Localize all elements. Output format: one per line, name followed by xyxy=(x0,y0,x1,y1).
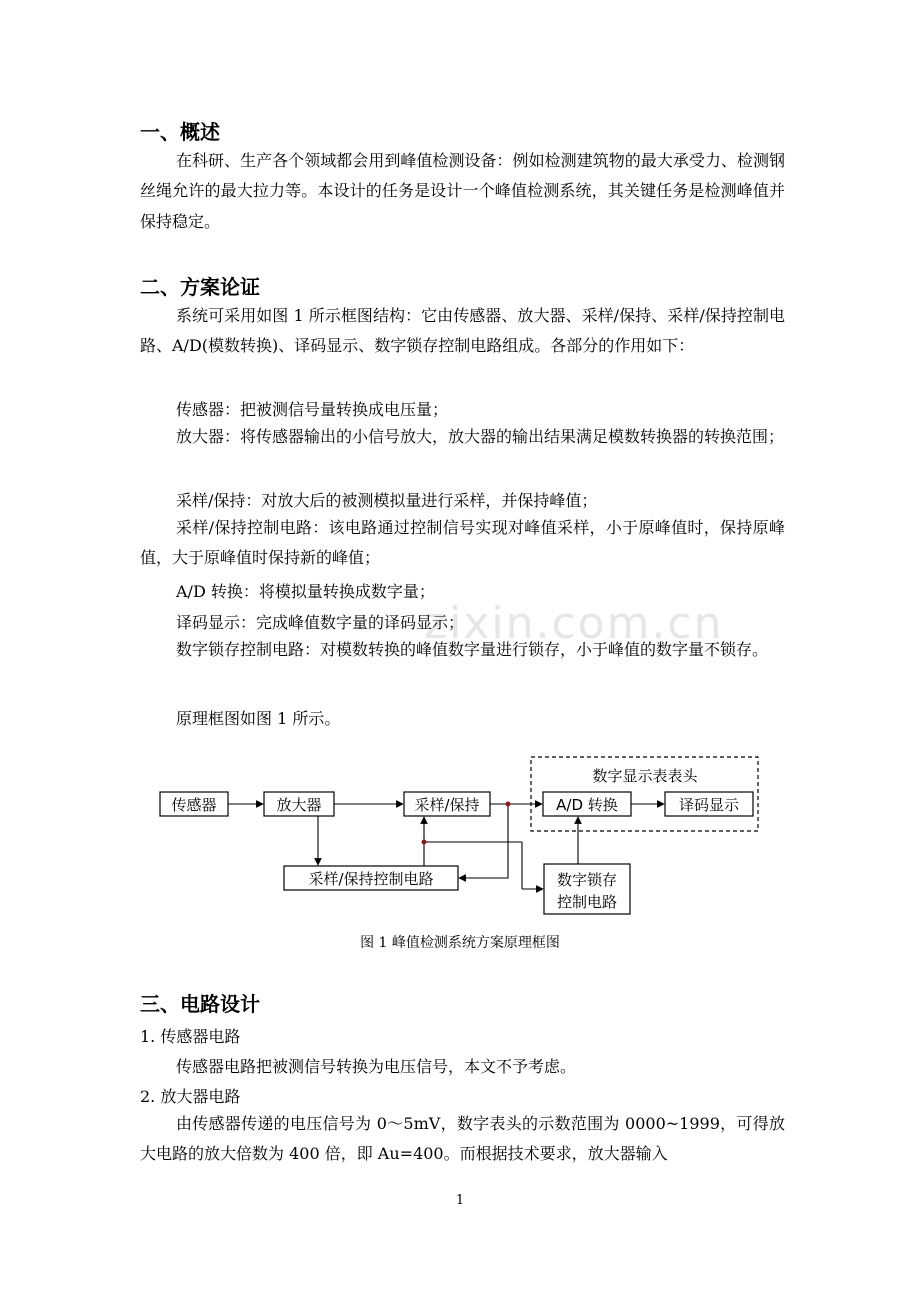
diagram-reference: 原理框图如图 1 所示。 xyxy=(176,709,341,728)
subsection-sensor-circuit: 1. 传感器电路 xyxy=(140,1027,241,1046)
block-decode-display-label: 译码显示 xyxy=(678,796,740,814)
block-digital-latch-label-1: 数字锁存 xyxy=(556,871,618,889)
item-sample-hold: 采样/保持：对放大后的被测模拟量进行采样，并保持峰值； xyxy=(176,491,598,510)
section-heading-scheme: 二、方案论证 xyxy=(140,275,260,299)
block-ad-label: A/D 转换 xyxy=(556,796,618,814)
subsection-amplifier-circuit: 2. 放大器电路 xyxy=(140,1087,241,1106)
watermark: zixin.com.cn xyxy=(424,598,724,649)
block-sensor-label: 传感器 xyxy=(171,796,217,814)
item-decode-display: 译码显示：完成峰值数字量的译码显示； xyxy=(176,613,465,632)
scheme-intro-paragraph: 系统可采用如图 1 所示框图结构：它由传感器、放大器、采样/保持、采样/保持控制电路、A/D(模数转换)、译码显示、数字锁存控制电路组成。各部分的作用如下： xyxy=(140,306,785,356)
item-sample-hold-control: 采样/保持控制电路：该电路通过控制信号实现对峰值采样，小于原峰值时，保持原峰值，大于原峰值时保持新的峰值； xyxy=(140,518,785,568)
amplifier-circuit-text: 由传感器传递的电压信号为 0～5mV，数字表头的示数范围为 0000~1999，可得放大电路的放大倍数为 400 倍，即 Au=400。而根据技术要求，放大器输入 xyxy=(140,1114,785,1164)
item-sensor: 传感器：把被测信号量转换成电压量； xyxy=(176,400,449,419)
block-amplifier-label: 放大器 xyxy=(276,796,322,814)
item-ad-conversion: A/D 转换：将模拟量转换成数字量； xyxy=(176,582,435,601)
page-number: 1 xyxy=(455,1193,465,1208)
item-amplifier: 放大器：将传感器输出的小信号放大，放大器的输出结果满足模数转换器的转换范围； xyxy=(176,427,785,446)
junction-dot-sh-output xyxy=(506,802,511,807)
section-heading-circuit-design: 三、电路设计 xyxy=(140,992,260,1016)
item-digital-latch: 数字锁存控制电路：对模数转换的峰值数字量进行锁存，小于峰值的数字量不锁存。 xyxy=(176,640,769,659)
figure-caption: 图 1 峰值检测系统方案原理框图 xyxy=(360,935,560,951)
junction-dot-control xyxy=(422,840,427,845)
display-group-label: 数字显示表表头 xyxy=(592,767,698,785)
block-sample-hold-control-label: 采样/保持控制电路 xyxy=(308,870,434,888)
sensor-circuit-text: 传感器电路把被测信号转换为电压信号，本文不予考虑。 xyxy=(176,1057,577,1076)
overview-paragraph: 在科研、生产各个领域都会用到峰值检测设备：例如检测建筑物的最大承受力、检测钢丝绳允许的最大拉力等。本设计的任务是设计一个峰值检测系统，其关键任务是检测峰值并保持稳定。 xyxy=(140,151,785,231)
section-heading-overview: 一、概述 xyxy=(140,120,220,144)
block-digital-latch-label-2: 控制电路 xyxy=(556,893,618,911)
block-sample-hold-label: 采样/保持 xyxy=(414,796,480,814)
